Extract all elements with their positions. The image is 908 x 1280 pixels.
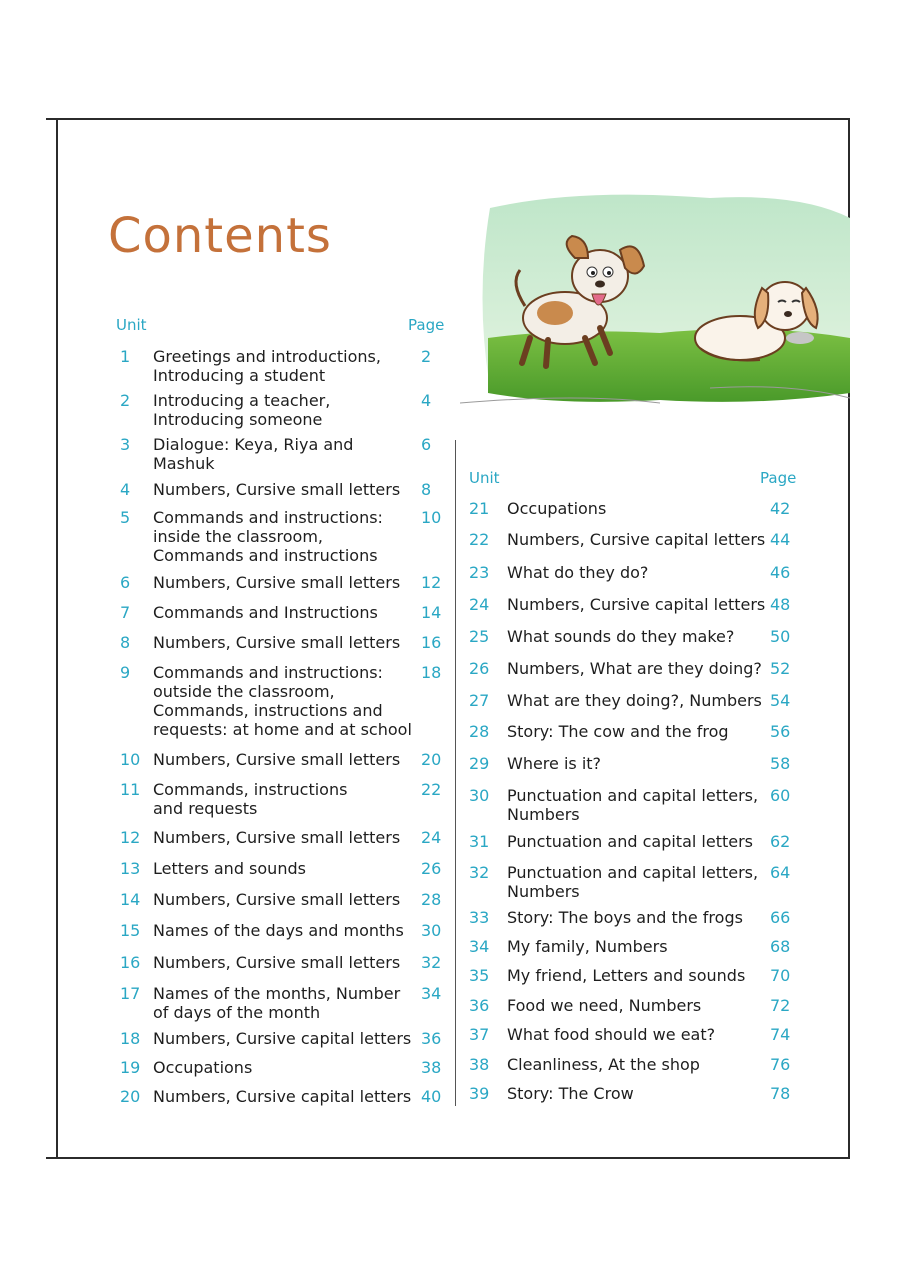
unit-number: 28 (469, 722, 490, 741)
page-number: 54 (770, 691, 791, 710)
unit-title-line: What do they do? (507, 563, 649, 582)
unit-number: 39 (469, 1084, 490, 1103)
unit-title (153, 603, 378, 622)
page-number: 44 (770, 530, 791, 549)
unit-title-line: Introducing a teacher, (153, 391, 331, 410)
page-title: Contents (108, 208, 332, 264)
page-number: 6 (421, 435, 432, 454)
unit-number: 37 (469, 1025, 490, 1044)
unit-title (153, 780, 347, 818)
page-number: 16 (421, 633, 442, 652)
unit-title-line: Commands, instructions (153, 780, 348, 799)
unit-title-line: Dialogue: Keya, Riya and (153, 435, 354, 454)
unit-title (153, 859, 306, 878)
page-number: 4 (421, 391, 432, 410)
two-dogs-on-grass-illustration (460, 188, 850, 426)
page-number: 50 (770, 627, 791, 646)
unit-number: 29 (469, 754, 490, 773)
unit-title-line: Commands, instructions and (153, 701, 383, 720)
unit-number: 30 (469, 786, 490, 805)
page-number: 78 (770, 1084, 791, 1103)
unit-title-line: Letters and sounds (153, 859, 306, 878)
right-unit-header: Unit (469, 469, 500, 487)
unit-title (507, 786, 758, 824)
unit-title-line: Story: The boys and the frogs (507, 908, 743, 927)
unit-number: 36 (469, 996, 490, 1015)
unit-number: 24 (469, 595, 490, 614)
unit-title (507, 499, 606, 518)
unit-title-line: Food we need, Numbers (507, 996, 702, 1015)
page-number: 40 (421, 1087, 442, 1106)
unit-number: 38 (469, 1055, 490, 1074)
unit-number: 13 (120, 859, 141, 878)
page-number: 2 (421, 347, 432, 366)
unit-number: 19 (120, 1058, 141, 1077)
page-number: 20 (421, 750, 442, 769)
page-number: 60 (770, 786, 791, 805)
unit-title-line: Numbers, What are they doing? (507, 659, 762, 678)
unit-title (507, 530, 765, 549)
unit-number: 33 (469, 908, 490, 927)
left-unit-header: Unit (116, 316, 147, 334)
unit-title-line: Story: The Crow (507, 1084, 634, 1103)
unit-title (153, 750, 400, 769)
unit-title-line: My friend, Letters and sounds (507, 966, 746, 985)
unit-title-line: Names of the months, Number (153, 984, 401, 1003)
unit-title (153, 1087, 411, 1106)
unit-number: 6 (120, 573, 131, 592)
unit-title (507, 659, 762, 678)
unit-title-line: Commands and Instructions (153, 603, 378, 622)
unit-title-line: Introducing someone (153, 410, 323, 429)
unit-title-line: Numbers, Cursive small letters (153, 953, 401, 972)
unit-title-line: Story: The cow and the frog (507, 722, 729, 741)
unit-title (507, 966, 745, 985)
unit-title (507, 937, 668, 956)
unit-title (153, 480, 400, 499)
unit-title-line: Occupations (507, 499, 607, 518)
page-number: 56 (770, 722, 791, 741)
page-number: 34 (421, 984, 442, 1003)
unit-title-line: What are they doing?, Numbers (507, 691, 762, 710)
unit-number: 2 (120, 391, 131, 410)
unit-title-line: Mashuk (153, 454, 215, 473)
page-number: 58 (770, 754, 791, 773)
unit-title-line: Punctuation and capital letters, (507, 786, 759, 805)
unit-title-line: Commands and instructions: (153, 663, 383, 682)
column-divider (455, 440, 456, 1106)
unit-title (153, 435, 353, 473)
unit-number: 3 (120, 435, 131, 454)
unit-title (153, 828, 400, 847)
unit-number: 25 (469, 627, 490, 646)
unit-title-line: Where is it? (507, 754, 602, 773)
page-number: 46 (770, 563, 791, 582)
unit-title-line: of days of the month (153, 1003, 321, 1022)
unit-title (507, 908, 743, 927)
unit-title-line: outside the classroom, (153, 682, 335, 701)
unit-title (153, 953, 400, 972)
unit-title-line: Cleanliness, At the shop (507, 1055, 700, 1074)
unit-title-line: What sounds do they make? (507, 627, 735, 646)
unit-title (507, 1025, 715, 1044)
unit-title-line: Numbers, Cursive small letters (153, 750, 401, 769)
page-number: 64 (770, 863, 791, 882)
unit-title-line: Numbers, Cursive small letters (153, 633, 401, 652)
page-number: 48 (770, 595, 791, 614)
unit-title-line: Numbers (507, 882, 580, 901)
unit-title (507, 832, 753, 851)
unit-title-line: Numbers (507, 805, 580, 824)
page-number: 76 (770, 1055, 791, 1074)
unit-number: 22 (469, 530, 490, 549)
unit-title (507, 1084, 634, 1103)
unit-title (507, 691, 762, 710)
crop-mark-top (46, 118, 58, 120)
unit-title-line: Occupations (153, 1058, 253, 1077)
unit-number: 26 (469, 659, 490, 678)
unit-title (507, 627, 734, 646)
left-page-header: Page (408, 316, 445, 334)
unit-title-line: Numbers, Cursive small letters (153, 828, 401, 847)
unit-number: 31 (469, 832, 490, 851)
unit-number: 21 (469, 499, 490, 518)
unit-number: 11 (120, 780, 141, 799)
unit-title-line: My family, Numbers (507, 937, 668, 956)
unit-title-line: and requests (153, 799, 258, 818)
page-number: 68 (770, 937, 791, 956)
page-number: 24 (421, 828, 442, 847)
page-number: 74 (770, 1025, 791, 1044)
unit-title (153, 984, 400, 1022)
unit-title (507, 1055, 700, 1074)
unit-title-line: Numbers, Cursive capital letters (507, 595, 766, 614)
unit-number: 15 (120, 921, 141, 940)
unit-title-line: Numbers, Cursive small letters (153, 890, 401, 909)
unit-title (153, 921, 404, 940)
unit-title (153, 508, 383, 565)
unit-title (153, 391, 330, 429)
page-number: 10 (421, 508, 442, 527)
unit-title (153, 1029, 411, 1048)
page-number: 8 (421, 480, 432, 499)
page-number: 42 (770, 499, 791, 518)
unit-title-line: requests: at home and at school (153, 720, 412, 739)
unit-number: 12 (120, 828, 141, 847)
unit-title (153, 1058, 252, 1077)
unit-number: 4 (120, 480, 131, 499)
unit-title (153, 663, 412, 739)
unit-number: 18 (120, 1029, 141, 1048)
page-number: 62 (770, 832, 791, 851)
unit-number: 20 (120, 1087, 141, 1106)
unit-title-line: Greetings and introductions, (153, 347, 381, 366)
crop-mark-bottom (46, 1157, 58, 1159)
page-number: 66 (770, 908, 791, 927)
page-number: 22 (421, 780, 442, 799)
unit-title-line: Punctuation and capital letters, (507, 863, 759, 882)
unit-title (507, 754, 601, 773)
unit-number: 32 (469, 863, 490, 882)
unit-title (507, 563, 648, 582)
unit-title-line: Numbers, Cursive small letters (153, 480, 401, 499)
unit-title-line: Numbers, Cursive capital letters (153, 1029, 412, 1048)
page-number: 72 (770, 996, 791, 1015)
unit-title (153, 890, 400, 909)
unit-title-line: Numbers, Cursive capital letters (153, 1087, 412, 1106)
unit-number: 9 (120, 663, 131, 682)
right-page-header: Page (760, 469, 797, 487)
unit-number: 7 (120, 603, 131, 622)
unit-number: 5 (120, 508, 131, 527)
page-number: 32 (421, 953, 442, 972)
unit-title-line: Commands and instructions (153, 546, 378, 565)
page-number: 14 (421, 603, 442, 622)
unit-number: 14 (120, 890, 141, 909)
unit-title-line: Commands and instructions: (153, 508, 383, 527)
unit-title-line: inside the classroom, (153, 527, 323, 546)
unit-title-line: Names of the days and months (153, 921, 404, 940)
page-number: 26 (421, 859, 442, 878)
page-number: 52 (770, 659, 791, 678)
unit-number: 23 (469, 563, 490, 582)
page-number: 28 (421, 890, 442, 909)
unit-title (507, 863, 758, 901)
unit-title-line: Punctuation and capital letters (507, 832, 753, 851)
unit-title-line: Introducing a student (153, 366, 326, 385)
unit-title-line: What food should we eat? (507, 1025, 716, 1044)
page-number: 70 (770, 966, 791, 985)
page-number: 38 (421, 1058, 442, 1077)
unit-title-line: Numbers, Cursive small letters (153, 573, 401, 592)
unit-title (153, 633, 400, 652)
unit-number: 16 (120, 953, 141, 972)
unit-title (153, 347, 381, 385)
unit-title (507, 595, 765, 614)
unit-number: 8 (120, 633, 131, 652)
page-number: 36 (421, 1029, 442, 1048)
unit-title (507, 722, 729, 741)
unit-number: 10 (120, 750, 141, 769)
unit-number: 35 (469, 966, 490, 985)
page-number: 18 (421, 663, 442, 682)
page-number: 12 (421, 573, 442, 592)
unit-number: 17 (120, 984, 141, 1003)
unit-title-line: Numbers, Cursive capital letters (507, 530, 766, 549)
unit-number: 1 (120, 347, 131, 366)
page-number: 30 (421, 921, 442, 940)
unit-title (507, 996, 701, 1015)
unit-title (153, 573, 400, 592)
unit-number: 27 (469, 691, 490, 710)
unit-number: 34 (469, 937, 490, 956)
